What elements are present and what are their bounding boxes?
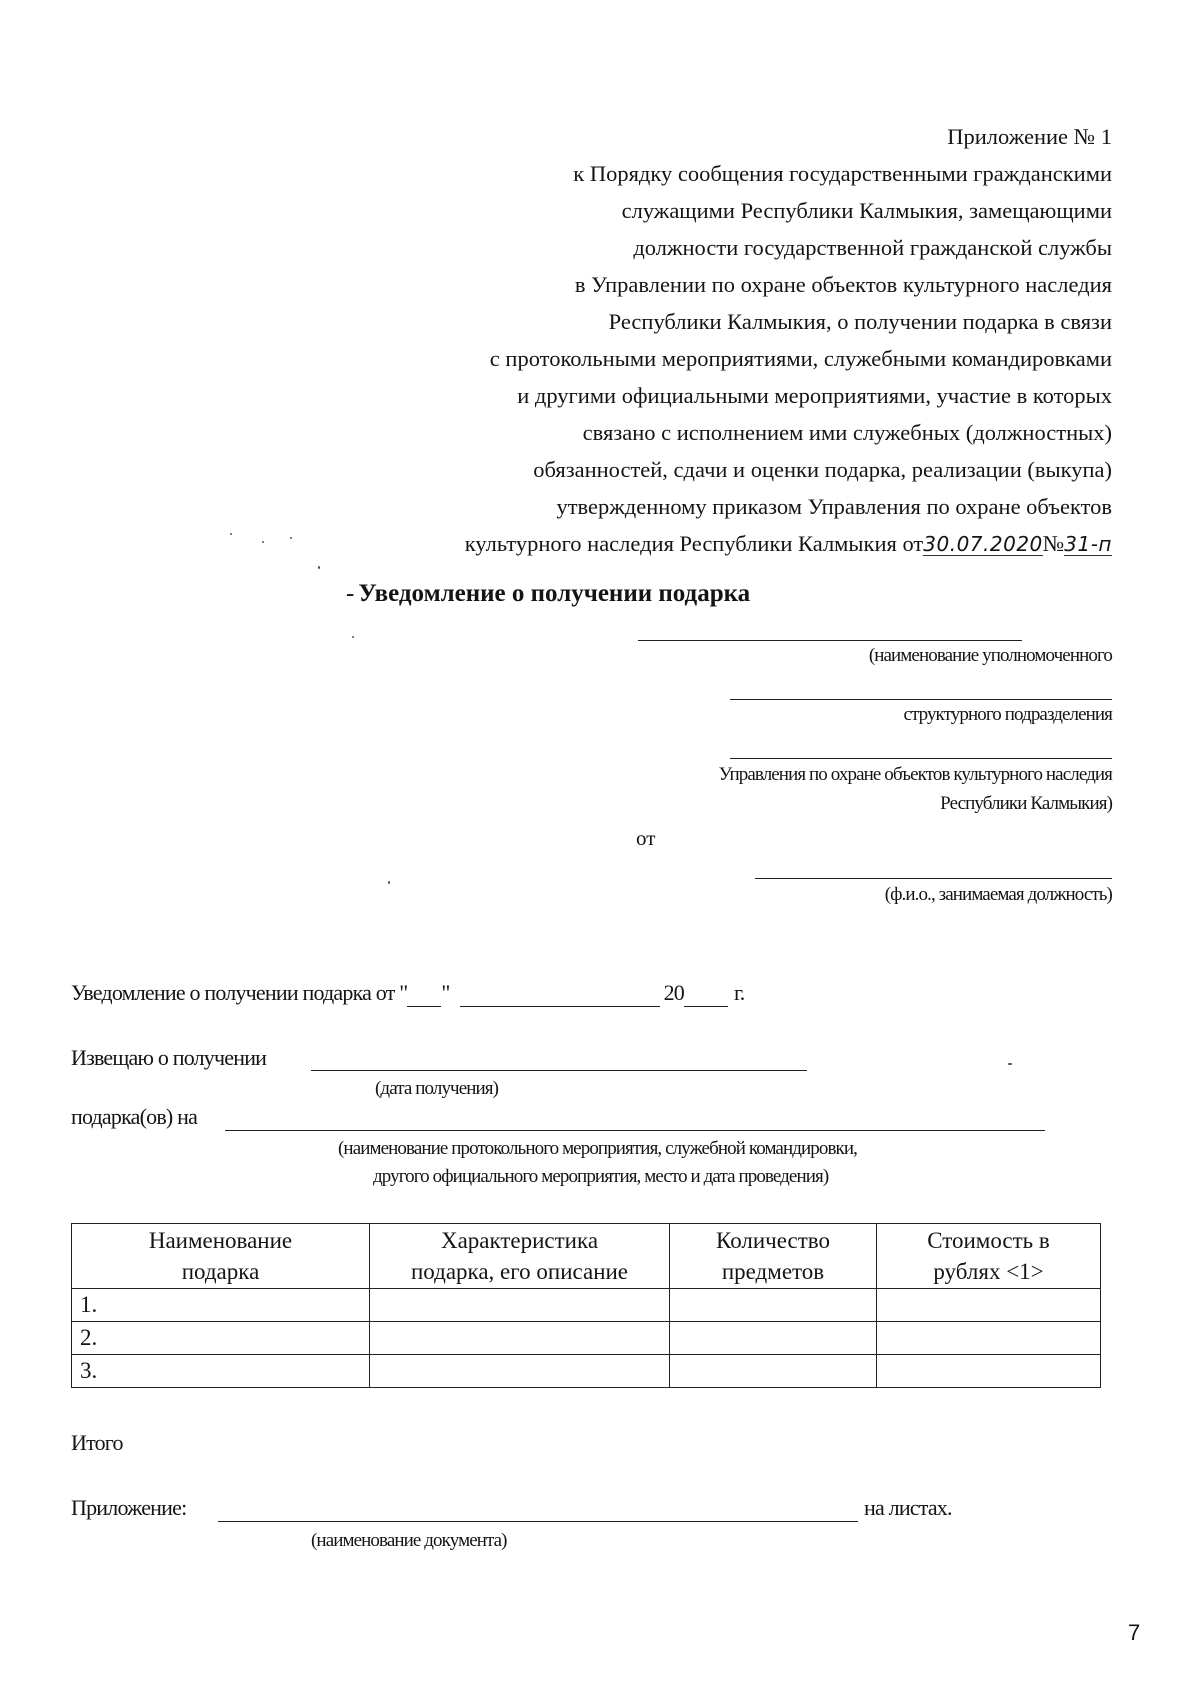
notice-date-prefix: Уведомление о получении подарка от ": [71, 980, 408, 1005]
attachment-suffix: на листах.: [864, 1495, 952, 1520]
day-blank: [407, 980, 441, 1007]
header-line: к Порядку сообщения государственными гражданскими: [573, 161, 1112, 186]
year-blank: [684, 980, 728, 1007]
table-cell[interactable]: [877, 1322, 1101, 1355]
gifts-table: [71, 1223, 1101, 1388]
month-blank: [460, 980, 660, 1007]
table-row: [72, 1322, 1101, 1355]
notice-year-suffix: г.: [734, 980, 745, 1005]
scan-speck: [352, 636, 354, 638]
header-line: Республики Калмыкия, о получении подарка в связи: [608, 309, 1112, 334]
header-line: в Управлении по охране объектов культурного наследия: [574, 272, 1112, 297]
attachment-label: Приложение:: [71, 1495, 187, 1520]
scan-speck: [318, 566, 320, 569]
scan-speck: [230, 533, 232, 535]
table-cell[interactable]: [877, 1355, 1101, 1388]
table-cell[interactable]: [877, 1289, 1101, 1322]
table-cell[interactable]: [670, 1289, 877, 1322]
scan-speck: [388, 881, 390, 884]
scan-speck: [262, 541, 264, 543]
addressee-caption-3a: Управления по охране объектов культурного наследия: [718, 764, 1112, 785]
order-prefix: культурного наследия Республики Калмыкия от: [464, 531, 924, 556]
handwritten-order-number: 31-п: [1064, 532, 1112, 556]
received-caption: (дата получения): [375, 1078, 499, 1099]
addressee-line-2: [730, 699, 1112, 700]
number-sign: №: [1042, 531, 1065, 556]
header-line: обязанностей, сдачи и оценки подарка, реализации (выкупа): [533, 457, 1112, 482]
header-line: утвержденному приказом Управления по охране объектов: [556, 494, 1112, 519]
table-row: [72, 1355, 1101, 1388]
attachment-blank: [218, 1521, 858, 1522]
document-title: [346, 580, 750, 608]
page-number: 7: [1128, 1620, 1141, 1645]
table-cell[interactable]: [370, 1322, 670, 1355]
title-dash: -: [346, 580, 355, 607]
table-cell[interactable]: [370, 1355, 670, 1388]
addressee-caption-4: (ф.и.о., занимаемая должность): [884, 884, 1112, 905]
received-blank: [311, 1070, 807, 1071]
table-header-row: [72, 1224, 1101, 1289]
total-label: Итого: [71, 1430, 123, 1455]
header-gift-name: Наименование подарка: [72, 1224, 370, 1289]
event-blank: [225, 1130, 1045, 1131]
handwritten-date: 30.07.2020: [923, 532, 1043, 556]
addressee-line-4: [755, 878, 1112, 879]
attachment-caption: (наименование документа): [311, 1530, 507, 1551]
header-line: должности государственной гражданской службы: [633, 235, 1112, 260]
header-quantity: Количество предметов: [670, 1224, 877, 1289]
addressee-caption-1: (наименование уполномоченного: [868, 645, 1112, 666]
header-line: связано с исполнением ими служебных (должностных): [582, 420, 1112, 445]
title-text: Уведомление о получении подарка: [358, 580, 751, 607]
table-cell[interactable]: [370, 1289, 670, 1322]
scan-speck: [1008, 1063, 1012, 1065]
notice-date-line: [71, 980, 744, 1007]
table-cell[interactable]: [670, 1355, 877, 1388]
table-row: [72, 1289, 1101, 1322]
header-line: с протокольными мероприятиями, служебными командировками: [489, 346, 1112, 371]
table-cell[interactable]: [670, 1322, 877, 1355]
gifts-on-label: подарка(ов) на: [71, 1104, 198, 1129]
addressee-line-1: [638, 640, 1022, 641]
event-caption-1: (наименование протокольного мероприятия, служебной командировки,: [338, 1138, 857, 1159]
scan-speck: [290, 537, 292, 539]
from-label: от: [636, 826, 656, 850]
event-caption-2: другого официального мероприятия, место и дата проведения): [373, 1166, 829, 1187]
appendix-header: [392, 118, 1112, 562]
header-line: Приложение № 1: [947, 124, 1112, 149]
received-label: Извещаю о получении: [71, 1045, 267, 1070]
addressee-caption-2: структурного подразделения: [903, 704, 1112, 725]
notice-date-quote: ": [441, 980, 450, 1005]
header-line: и другими официальными мероприятиями, участие в которых: [517, 383, 1112, 408]
header-line: служащими Республики Калмыкия, замещающими: [621, 198, 1112, 223]
addressee-line-3: [730, 758, 1112, 759]
table-cell[interactable]: 2.: [72, 1322, 370, 1355]
table-cell[interactable]: 3.: [72, 1355, 370, 1388]
notice-year-prefix: 20: [663, 980, 685, 1005]
header-gift-description: Характеристика подарка, его описание: [370, 1224, 670, 1289]
header-line-order: [392, 525, 1112, 562]
table-cell[interactable]: 1.: [72, 1289, 370, 1322]
header-cost: Стоимость в рублях <1>: [877, 1224, 1101, 1289]
addressee-caption-3b: Республики Калмыкия): [940, 793, 1112, 814]
